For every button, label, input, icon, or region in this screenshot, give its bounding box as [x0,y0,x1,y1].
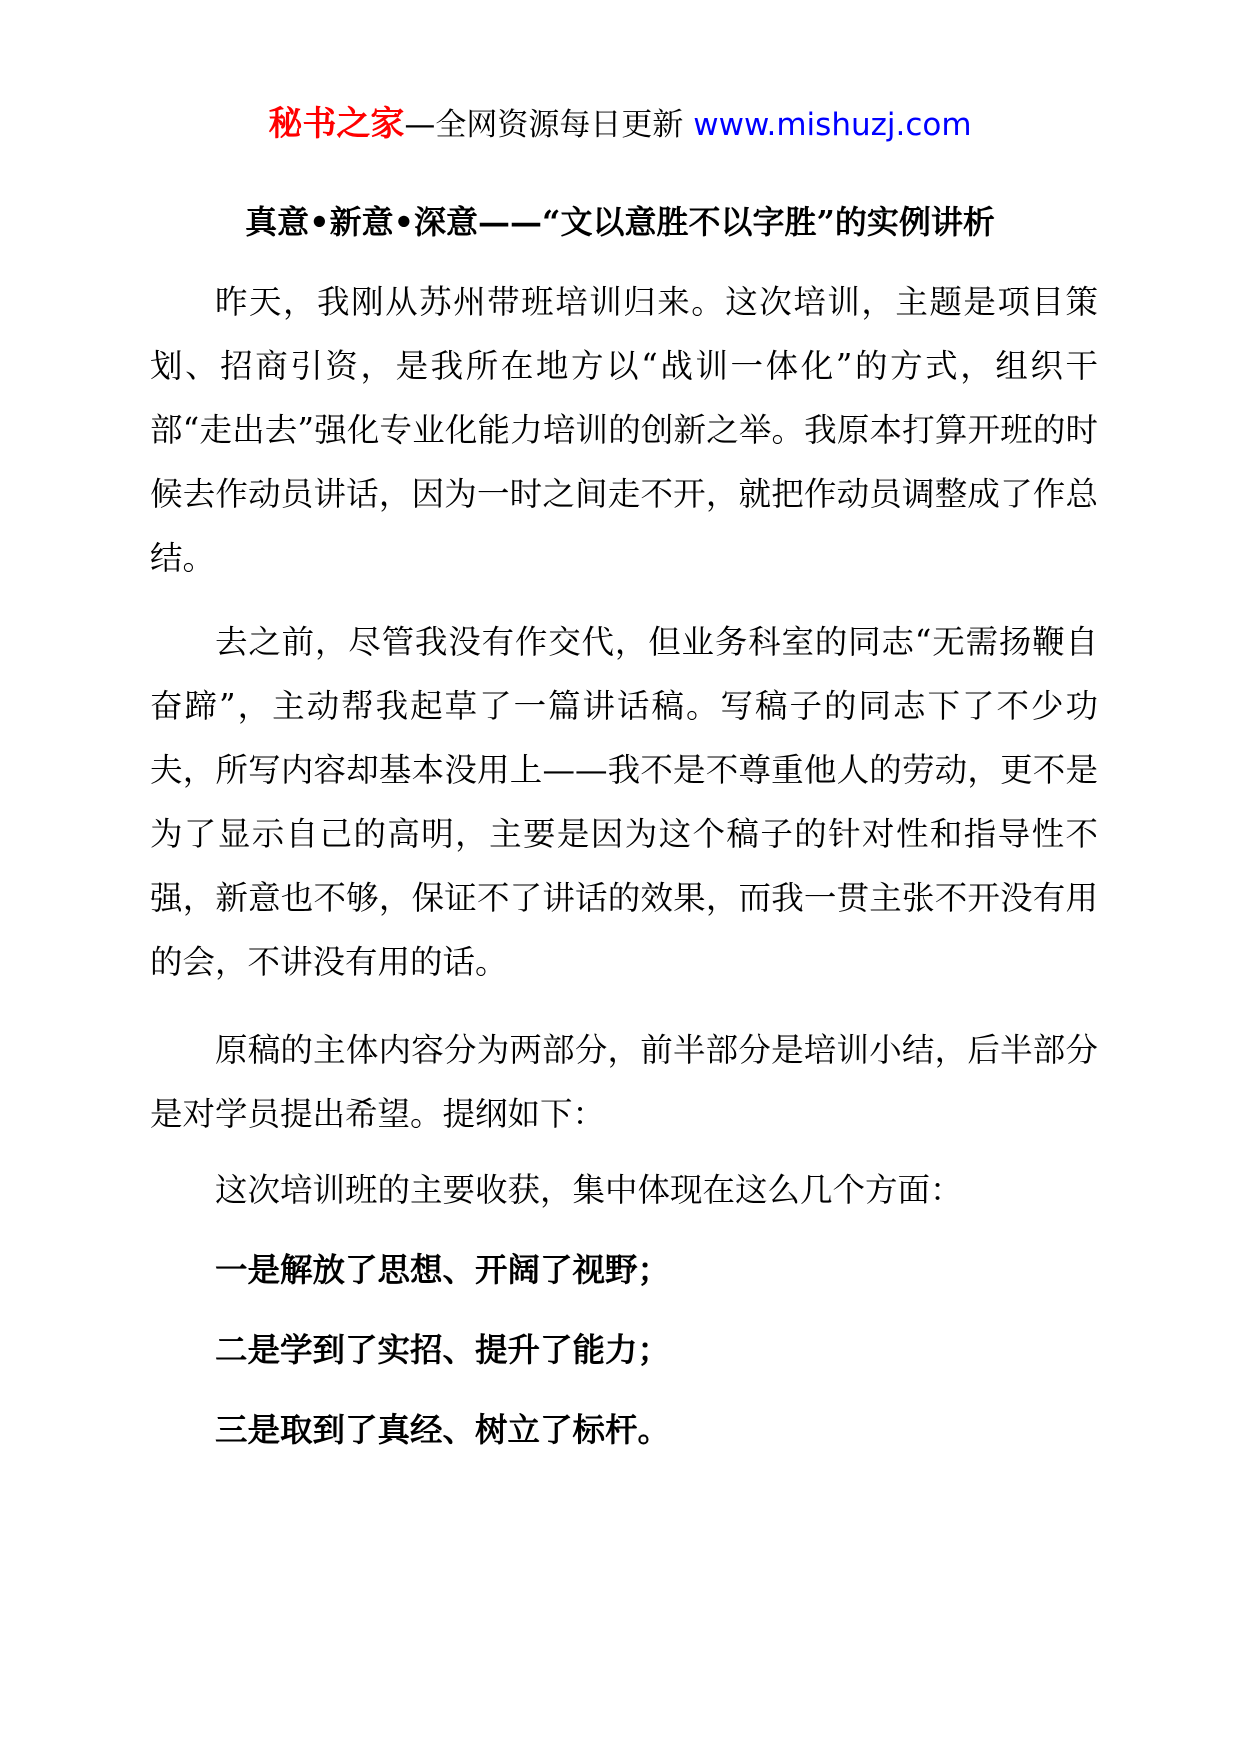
site-url-link[interactable]: www.mishuzj.com [693,107,972,143]
document-title: 真意•新意•深意——“文以意胜不以字胜”的实例讲析 [245,203,995,241]
paragraph-3: 原稿的主体内容分为两部分，前半部分是培训小结，后半部分是对学员提出希望。提纲如下： [150,1031,1098,1133]
point-item-2: 二是学到了实招、提升了能力； [215,1330,671,1369]
point-item-3: 三是取到了真经、树立了标杆。 [215,1410,671,1449]
paragraph-2: 去之前，尽管我没有作交代，但业务科室的同志“无需扬鞭自奋蹄”，主动帮我起草了一篇讲话稿。写稿子的同志下了不少功夫，所写内容却基本没用上——我不是不尊重他人的劳动，更不是为了显示自己的高明，主要是因为这个稿子的针对性和指导性不强，新意也不够，保证不了讲话的效果，而我一贯主张不开没有用的会，不讲没有用的话。 [150,623,1098,981]
site-brand: 秘书之家 [268,104,405,144]
site-header [0,100,1240,149]
paragraph-1: 昨天，我刚从苏州带班培训归来。这次培训，主题是项目策划、招商引资，是我所在地方以“战训一体化”的方式，组织干部“走出去”强化专业化能力培训的创新之举。我原本打算开班的时候去作动员讲话，因为一时之间走不开，就把作动员调整成了作总结。 [150,283,1098,577]
paragraph-4: 这次培训班的主要收获，集中体现在这么几个方面： [215,1171,963,1209]
point-item-1: 一是解放了思想、开阔了视野； [215,1250,671,1289]
site-tagline: —全网资源每日更新 [404,107,684,143]
